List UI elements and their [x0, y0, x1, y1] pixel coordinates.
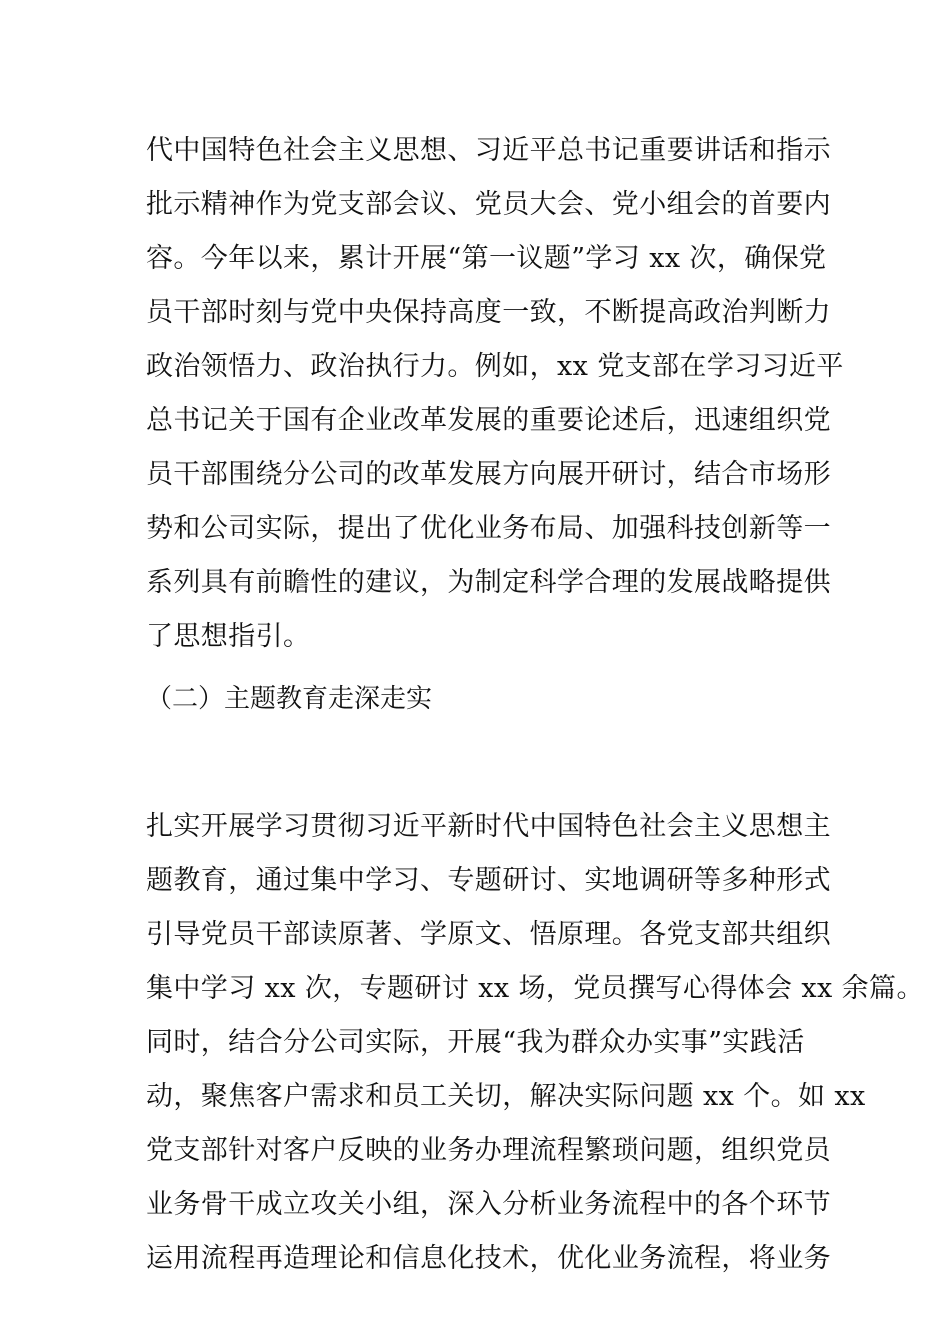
text-line: 扎实开展学习贯彻习近平新时代中国特色社会主义思想主 — [146, 811, 831, 842]
text-line: 代中国特色社会主义思想、习近平总书记重要讲话和指示 — [146, 135, 831, 166]
text-line: 容。今年以来，累计开展“第一议题”学习 xx 次，确保党 — [146, 243, 827, 274]
text-line: 同时，结合分公司实际，开展“我为群众办实事”实践活 — [146, 1027, 805, 1058]
text-line: 党支部针对客户反映的业务办理流程繁琐问题，组织党员 — [146, 1135, 831, 1166]
text-line: 政治领悟力、政治执行力。例如，xx 党支部在学习习近平 — [146, 351, 844, 382]
text-line: 批示精神作为党支部会议、党员大会、党小组会的首要内 — [146, 189, 831, 220]
paragraph-2 — [146, 800, 924, 1286]
text-line: 集中学习 xx 次，专题研讨 xx 场，党员撰写心得体会 xx 余篇。 — [146, 973, 924, 1004]
text-line: 业务骨干成立攻关小组，深入分析业务流程中的各个环节 — [146, 1189, 831, 1220]
text-line: 题教育，通过集中学习、专题研讨、实地调研等多种形式 — [146, 865, 831, 896]
section-heading — [146, 672, 836, 726]
text-line: 员干部围绕分公司的改革发展方向展开研讨，结合市场形 — [146, 459, 831, 490]
section-heading-text: （二）主题教育走深走实 — [146, 684, 433, 714]
text-line: 员干部时刻与党中央保持高度一致，不断提高政治判断力 — [146, 297, 831, 328]
text-line: 总书记关于国有企业改革发展的重要论述后，迅速组织党 — [146, 405, 831, 436]
text-line: 了思想指引。 — [146, 621, 311, 652]
text-line: 运用流程再造理论和信息化技术，优化业务流程，将业务 — [146, 1243, 831, 1274]
text-line: 动，聚焦客户需求和员工关切，解决实际问题 xx 个。如 xx — [146, 1081, 866, 1112]
text-line: 系列具有前瞻性的建议，为制定科学合理的发展战略提供 — [146, 567, 831, 598]
text-line: 引导党员干部读原著、学原文、悟原理。各党支部共组织 — [146, 919, 831, 950]
paragraph-1 — [146, 124, 844, 664]
text-line: 势和公司实际，提出了优化业务布局、加强科技创新等一 — [146, 513, 831, 544]
